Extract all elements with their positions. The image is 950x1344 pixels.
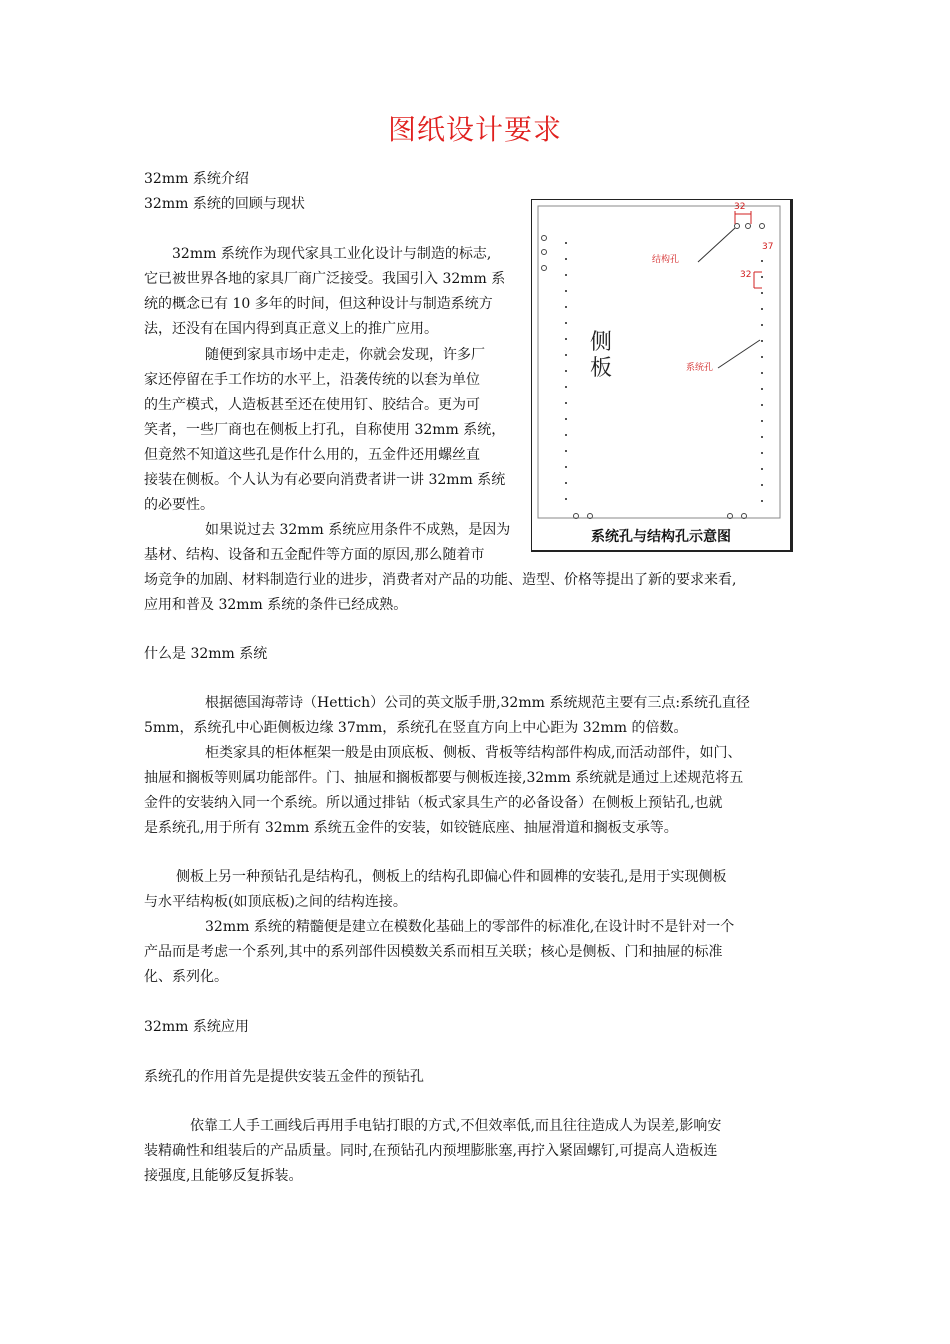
system-hole-column-right xyxy=(761,260,763,502)
figure-caption: 系统孔与结构孔示意图 xyxy=(591,529,731,545)
heading-system-intro: 32mm 系统介绍 xyxy=(144,171,249,187)
paragraph-line: 抽屉和搁板等则属功能部件。门、抽屉和搁板都要与侧板连接,32mm 系统就是通过上述规范将五 xyxy=(144,770,744,786)
structure-hole-label: 结构孔 xyxy=(652,255,680,265)
paragraph-line: 统的概念已有 10 多年的时间，但这种设计与制造系统方 xyxy=(144,296,493,312)
paragraph-line: 化、系列化。 xyxy=(144,969,228,985)
paragraph-line: 5mm，系统孔中心距侧板边缘 37mm，系统孔在竖直方向上中心距为 32mm 的倍数。 xyxy=(144,720,688,736)
paragraph-line: 法，还没有在国内得到真正意义上的推广应用。 xyxy=(144,321,438,337)
paragraph-line: 家还停留在手工作坊的水平上，沿袭传统的以套为单位 xyxy=(144,372,480,388)
paragraph-line: 的必要性。 xyxy=(144,497,214,513)
paragraph-line: 32mm 系统的精髓便是建立在模数化基础上的零部件的标准化,在设计时不是针对一个 xyxy=(205,919,735,935)
paragraph-line: 随便到家具市场中走走，你就会发现，许多厂 xyxy=(205,347,485,363)
system-hole-label: 系统孔 xyxy=(686,363,714,373)
paragraph-line: 根据德国海蒂诗（Hettich）公司的英文版手册,32mm 系统规范主要有三点:系统孔直径 xyxy=(205,695,751,711)
dimension-small: 32 xyxy=(740,270,752,280)
paragraph-line: 装精确性和组装后的产品质量。同时,在预钻孔内预埋膨胀塞,再拧入紧固螺钉,可提高人造板连 xyxy=(144,1143,718,1159)
dimension-right: 37 xyxy=(762,242,774,252)
document-title: 图纸设计要求 xyxy=(387,113,562,146)
heading-review-status: 32mm 系统的回顾与现状 xyxy=(144,196,305,212)
paragraph-line: 接装在侧板。个人认为有必要向消费者讲一讲 32mm 系统 xyxy=(144,472,506,488)
paragraph-line: 接强度,且能够反复拆装。 xyxy=(144,1168,303,1184)
paragraph-line: 与水平结构板(如顶底板)之间的结构连接。 xyxy=(144,894,407,910)
paragraph-line: 金件的安装纳入同一个系统。所以通过排钻（板式家具生产的必备设备）在侧板上预钻孔,也就 xyxy=(144,795,723,811)
paragraph-line: 的生产模式，人造板甚至还在使用钉、胶结合。更为可 xyxy=(144,397,480,413)
paragraph-line: 依靠工人手工画线后再用手电钻打眼的方式,不但效率低,而且往往造成人为误差,影响安 xyxy=(190,1118,722,1134)
paragraph-line: 是系统孔,用于所有 32mm 系统五金件的安装，如铰链底座、抽屉滑道和搁板支承等。 xyxy=(144,820,678,836)
paragraph-line: 产品而是考虑一个系列,其中的系列部件因模数关系而相互关联；核心是侧板、门和抽屉的标准 xyxy=(144,944,723,960)
paragraph-line: 基材、结构、设备和五金配件等方面的原因,那么随着市 xyxy=(144,547,485,563)
paragraph-line: 应用和普及 32mm 系统的条件已经成熟。 xyxy=(144,597,408,613)
side-panel-label: 侧板 xyxy=(590,330,613,381)
heading-system-hole-function: 系统孔的作用首先是提供安装五金件的预钻孔 xyxy=(144,1069,424,1085)
paragraph-line: 它已被世界各地的家具厂商广泛接受。我国引入 32mm 系 xyxy=(144,271,506,287)
side-panel-figure xyxy=(531,199,793,552)
paragraph-line: 场竞争的加剧、材料制造行业的进步，消费者对产品的功能、造型、价格等提出了新的要求来看, xyxy=(144,572,737,588)
heading-what-is-32mm: 什么是 32mm 系统 xyxy=(144,646,268,662)
paragraph-line: 但竟然不知道这些孔是作什么用的，五金件还用螺丝直 xyxy=(144,447,480,463)
paragraph-line: 32mm 系统作为现代家具工业化设计与制造的标志, xyxy=(172,246,492,262)
dimension-top: 32 xyxy=(734,202,746,212)
heading-32mm-application: 32mm 系统应用 xyxy=(144,1019,249,1035)
paragraph-line: 柜类家具的柜体框架一般是由顶底板、侧板、背板等结构部件构成,而活动部件，如门、 xyxy=(205,745,742,761)
paragraph-line: 笑者，一些厂商也在侧板上打孔，自称使用 32mm 系统， xyxy=(144,422,506,438)
system-hole-column-left xyxy=(565,242,567,500)
paragraph-line: 如果说过去 32mm 系统应用条件不成熟，是因为 xyxy=(205,522,511,538)
paragraph-line: 侧板上另一种预钻孔是结构孔，侧板上的结构孔即偏心件和圆榫的安装孔,是用于实现侧板 xyxy=(176,869,727,885)
